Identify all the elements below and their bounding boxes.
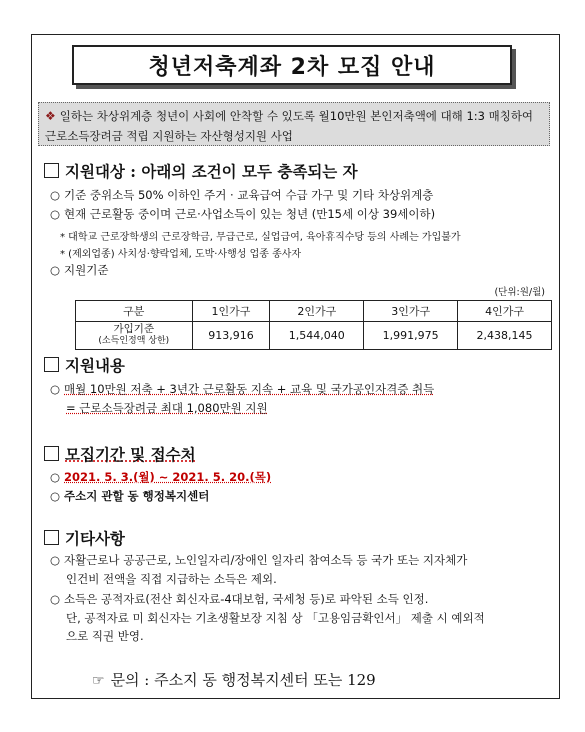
- table-cell: 1,544,040: [270, 322, 364, 350]
- page-title: 청년저축계좌 2차 모집 안내: [148, 54, 436, 80]
- row-label-cell: [76, 322, 193, 350]
- etc-item-1: ○ 자활근로나 공공근로, 노인일자리/장애인 일자리 참여소득 등 국가 또는 지자체가: [50, 553, 468, 567]
- etc-item-1-cont: 인건비 전액을 직접 지급하는 소득은 제외.: [66, 572, 277, 586]
- circle-bullet-icon: ○: [50, 592, 61, 606]
- checkbox-square-icon: [44, 530, 59, 545]
- etc-item-2-cont-1: 단, 공적자료 미 회신자는 기초생활보장 지침 상 「고용임금확인서」 제출 시 예외적: [66, 611, 485, 625]
- intro-box: [38, 102, 550, 146]
- circle-bullet-icon: ○: [50, 188, 61, 202]
- period-date: ○ 2021. 5. 3.(월) ~ 2021. 5. 20.(목): [50, 470, 272, 484]
- table-header-cell: 3인가구: [364, 301, 458, 322]
- circle-bullet-icon: ○: [50, 382, 61, 396]
- target-note-2: * (제외업종) 사치성·향락업체, 도박·사행성 업종 종사자: [60, 249, 302, 260]
- table-header-cell: 구분: [76, 301, 193, 322]
- checkbox-square-icon: [44, 446, 59, 461]
- content-line-2: = 근로소득장려금 최대 1,080만원 지원: [66, 401, 268, 415]
- checkbox-square-icon: [44, 163, 59, 178]
- inquiry-text: 문의 : 주소지 동 행정복지센터 또는 129: [110, 671, 376, 689]
- table-header-cell: 4인가구: [458, 301, 552, 322]
- section-content-heading: 지원내용: [44, 354, 125, 376]
- target-item-1: ○ 기준 중위소득 50% 이하인 주거 · 교육급여 수급 가구 및 기타 차상위계층: [50, 188, 434, 202]
- circle-bullet-icon: ○: [50, 553, 61, 567]
- title-box: [72, 45, 512, 85]
- circle-bullet-icon: ○: [50, 470, 61, 484]
- etc-item-2-cont-2: 으로 직권 반영.: [66, 629, 144, 643]
- period-place: ○ 주소지 관할 동 행정복지센터: [50, 489, 210, 503]
- table-header-cell: 2인가구: [270, 301, 364, 322]
- row-sublabel: (소득인정액 상한): [98, 336, 170, 346]
- circle-bullet-icon: ○: [50, 263, 61, 277]
- table-header-cell: 1인가구: [192, 301, 270, 322]
- pointing-hand-icon: ☞: [92, 673, 105, 689]
- table-cell: 2,438,145: [458, 322, 552, 350]
- content-line-1: ○ 매월 10만원 저축 + 3년간 근로활동 지속 + 교육 및 국가공인자격증 취득: [50, 382, 435, 396]
- section-etc-heading: 기타사항: [44, 527, 125, 549]
- table-cell: 913,916: [192, 322, 270, 350]
- circle-bullet-icon: ○: [50, 207, 61, 221]
- etc-item-2: ○ 소득은 공적자료(전산 회신자료-4대보험, 국세청 등)로 파악된 소득 인정.: [50, 592, 429, 606]
- table-header-row: [76, 301, 552, 322]
- target-item-3: ○ 지원기준: [50, 263, 109, 277]
- target-item-2: ○ 현재 근로활동 중이며 근로·사업소득이 있는 청년 (만15세 이상 39세이하): [50, 207, 436, 221]
- inquiry-line: [92, 669, 376, 690]
- row-label: 가입기준: [113, 323, 155, 335]
- income-criteria-table: [75, 300, 552, 350]
- checkbox-square-icon: [44, 357, 59, 372]
- circle-bullet-icon: ○: [50, 489, 61, 503]
- table-cell: 1,991,975: [364, 322, 458, 350]
- section-period-heading: 모집기간 및 접수처: [44, 443, 196, 465]
- target-note-1: * 대학교 근로장학생의 근로장학금, 무급근로, 실업급여, 육아휴직수당 등의 사례는 가입불가: [60, 232, 461, 243]
- section-target-heading: 지원대상 : 아래의 조건이 모두 충족되는 자: [44, 160, 358, 182]
- diamond-bullet-icon: ❖: [45, 109, 56, 123]
- intro-text: 일하는 차상위계층 청년이 사회에 안착할 수 있도록 월10만원 본인저축액에 대해 1:3 매칭하여 근로소득장려금 적립 지원하는 자산형성지원 사업: [45, 109, 534, 143]
- unit-label: (단위:원/월): [494, 287, 545, 298]
- table-row: [76, 322, 552, 350]
